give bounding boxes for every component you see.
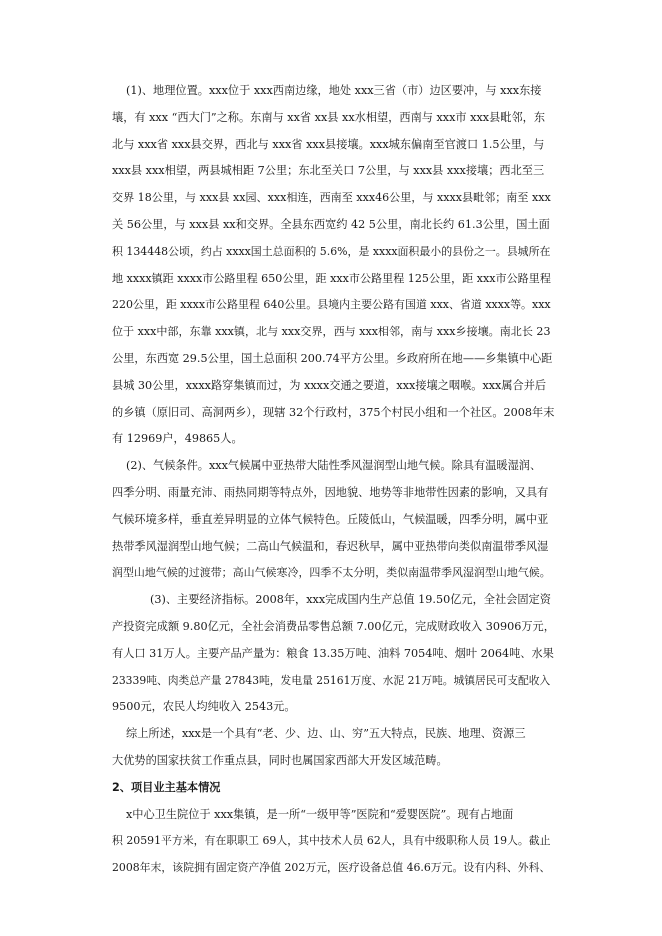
text-line: 积 20591平方米，有在职职工 69人，其中技术人员 62人，具有中级职称人员 19人。截止 [112,834,551,848]
text-line: 交界 18公里，与 xxx县 xx园、xxx相连，西南至 xxx46公里，与 xxxx县毗邻；南至 xxx [112,191,551,205]
text-line: 积 134448公顷，约占 xxxx国土总面积的 5.6%，是 xxxx面积最小的县份之一。县城所在 [112,244,551,258]
paragraph-climate-conditions [112,453,555,587]
text-line: x中心卫生院位于 xxx集镇，是一所“一级甲等”医院和“爱婴医院”。现有占地面 [126,807,514,821]
text-line: 有人口 31万人。主要产品产量为：粮食 13.35万吨、油料 7054吨、烟叶 2064吨、水果 [112,646,554,660]
text-line: 有 12969户，49865人。 [112,432,243,446]
section-heading: 2、项目业主基本情况 [112,780,221,794]
text-line: 润型山地气候的过渡带；高山气候寒冷，四季不太分明，类似南温带季风湿润型山地气候。 [112,566,551,580]
text-line: (3)、主要经济指标。2008年，xxx完成国内生产总值 19.50亿元，全社会固定资 [150,593,551,607]
text-line: 公里，东西宽 29.5公里，国土总面积 200.74平方公里。乡政府所在地——乡集镇中心距 [112,351,553,365]
text-line: 大优势的国家扶贫工作重点县，同时也属国家西部大开发区域范畴。 [112,753,448,767]
text-line: 壤，有 xxx “西大门”之称。东南与 xx省 xx县 xx水相望，西南与 xxx市 xxx县毗邻，东 [112,110,546,124]
text-line: 220公里，距 xxxx市公路里程 640公里。县境内主要公路有国道 xxx、省道 xxxx等。xxx [112,298,551,312]
paragraph-project-owner [112,802,555,882]
text-line: (2)、气候条件。xxx气候属中亚热带大陆性季风湿润型山地气候。除具有温暖湿润、 [126,459,542,473]
text-line: 关 56公里，与 xxx县 xx和交界。全县东西宽约 42 5公里，南北长约 61.3公里，国土面 [112,217,550,231]
text-line: 综上所述，xxx是一个具有“老、少、边、山、穷”五大特点，民族、地理、资源三 [126,727,526,741]
text-line: 北与 xxx省 xxx县交界，西北与 xxx省 xxx县接壤。xxx城东偏南至官渡口 1.5公里，与 [112,137,545,151]
text-line: 气候环境多样，垂直差异明显的立体气候特色。丘陵低山，气候温暖，四季分明，属中亚 [112,512,549,526]
text-line: 四季分明、雨量充沛、雨热同期等特点外，因地貌、地势等非地带性因素的影响，又具有 [112,485,549,499]
text-line: 23339吨、肉类总产量 27843吨，发电量 25161万度、水泥 21万吨。城镇居民可支配收入 [112,673,551,687]
text-line: 位于 xxx中部，东靠 xxx镇，北与 xxx交界，西与 xxx相邻，南与 xxx乡接壤。南北长 23 [112,325,551,339]
document-body [112,78,555,882]
text-line: 产投资完成额 9.80亿元，全社会消费品零售总额 7.00亿元，完成财政收入 30906万元， [112,619,555,633]
text-line: 9500元，农民人均纯收入 2543元。 [112,700,296,714]
text-line: 的乡镇（原旧司、高洞两乡），现辖 32个行政村，375个村民小组和一个社区。2008年末 [112,405,555,419]
text-line: xxx县 xxx相望，两县城相距 7公里；东北至关口 7公里，与 xxx县 xxx接壤；西北至三 [112,164,545,178]
text-line: 热带季风湿润型山地气候；二高山气候温和，春迟秋早，属中亚热带向类似南温带季风湿 [112,539,549,553]
paragraph-geographic-location [112,78,555,453]
paragraph-economic-indicators [112,587,555,721]
text-line: 2008年末，该院拥有固定资产净值 202万元，医疗设备总值 46.6万元。设有内科、外科、 [112,861,551,875]
text-line: (1)、地理位置。xxx位于 xxx西南边缘，地处 xxx三省（市）边区要冲，与 xxx东接 [126,84,542,97]
text-line: 地 xxxx镇距 xxxx市公路里程 650公里，距 xxx市公路里程 125公里，距 xxx市公路里程 [112,271,551,285]
text-line: 县城 30公里，xxxx路穿集镇而过，为 xxxx交通之要道，xxx接壤之咽喉。xxx属合并后 [112,378,547,392]
paragraph-summary [112,721,555,775]
